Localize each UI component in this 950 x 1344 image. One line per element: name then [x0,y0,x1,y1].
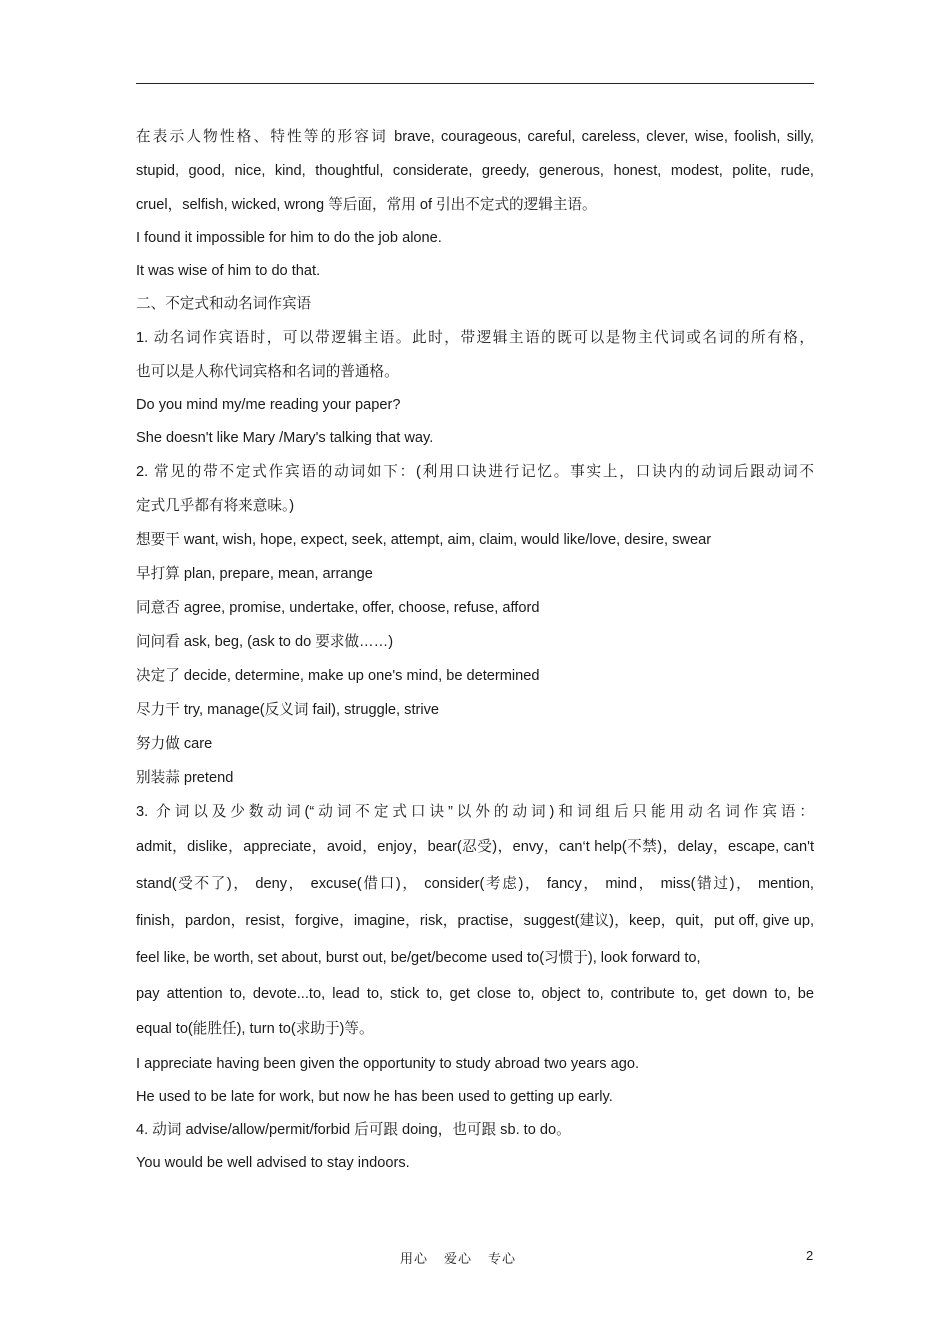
footer-motto-word: 爱心 [444,1251,473,1266]
mnemonic-line: 同意否 agree, promise, undertake, offer, choose, refuse, afford [136,600,540,616]
mnemonic-line: 想要干 want, wish, hope, expect, seek, attempt, aim, claim, would like/love, desire, swear [136,532,712,548]
example-sentence: He used to be late for work, but now he has been used to getting up early. [136,1089,613,1105]
section-heading: 二、不定式和动名词作宾语 [136,296,312,312]
example-sentence: It was wise of him to do that. [136,263,321,279]
paragraph-line: 1. 动名词作宾语时，可以带逻辑主语。此时，带逻辑主语的既可以是物主代词或名词的所有格， [136,330,814,346]
paragraph-line: finish，pardon，resist，forgive，imagine，risk，practise，suggest(建议)，keep，quit，put off, give up, [136,913,814,929]
paragraph-line: 2. 常见的带不定式作宾语的动词如下：(利用口诀进行记忆。事实上，口诀内的动词后跟动词不 [136,464,814,480]
example-sentence: I appreciate having been given the opportunity to study abroad two years ago. [136,1056,640,1072]
example-sentence: You would be well advised to stay indoors. [136,1155,410,1171]
paragraph-line: stand(受不了)， deny， excuse(借口)， consider(考虑)， fancy， mind， miss(错过)， mention, [136,876,814,892]
document-body [136,120,814,1180]
example-sentence: Do you mind my/me reading your paper? [136,397,401,413]
paragraph-line: 也可以是人称代词宾格和名词的普通格。 [136,364,399,380]
paragraph-line: pay attention to, devote...to, lead to, stick to, get close to, object to, contribute to, get down to, be [136,986,814,1002]
paragraph-line: 定式几乎都有将来意味。) [136,498,295,514]
footer-motto-word: 专心 [488,1251,517,1266]
mnemonic-line: 努力做 care [136,736,213,752]
mnemonic-line: 别装蒜 pretend [136,770,234,786]
paragraph-line: 4. 动词 advise/allow/permit/forbid 后可跟 doing，也可跟 sb. to do。 [136,1122,571,1138]
paragraph-line: cruel，selfish, wicked, wrong 等后面，常用 of 引出不定式的逻辑主语。 [136,197,597,213]
header-rule [136,83,814,84]
example-sentence: She doesn't like Mary /Mary's talking that way. [136,430,434,446]
paragraph-line: feel like, be worth, set about, burst out, be/get/become used to(习惯于), look forward to, [136,950,701,966]
page-number: 2 [806,1248,814,1263]
example-sentence: I found it impossible for him to do the job alone. [136,230,442,246]
mnemonic-line: 决定了 decide, determine, make up one's mind, be determined [136,668,540,684]
footer-motto-word: 用心 [400,1251,429,1266]
paragraph-line: 在表示人物性格、特性等的形容词 brave, courageous, careful, careless, clever, wise, foolish, silly, [136,129,814,145]
mnemonic-line: 早打算 plan, prepare, mean, arrange [136,566,373,582]
mnemonic-line: 问问看 ask, beg, (ask to do 要求做……) [136,634,394,650]
paragraph-line: 3. 介词以及少数动词(“动词不定式口诀”以外的动词)和词组后只能用动名词作宾语： [136,804,814,820]
paragraph-line: admit，dislike，appreciate，avoid，enjoy，bear(忍受)，envy，can‘t help(不禁)，delay，escape, can't [136,839,814,855]
footer-motto [400,1248,532,1267]
mnemonic-line: 尽力干 try, manage(反义词 fail), struggle, strive [136,702,440,718]
paragraph-line: equal to(能胜任), turn to(求助于)等。 [136,1021,374,1037]
paragraph-line: stupid, good, nice, kind, thoughtful, considerate, greedy, generous, honest, modest, polite, rude, [136,163,814,179]
